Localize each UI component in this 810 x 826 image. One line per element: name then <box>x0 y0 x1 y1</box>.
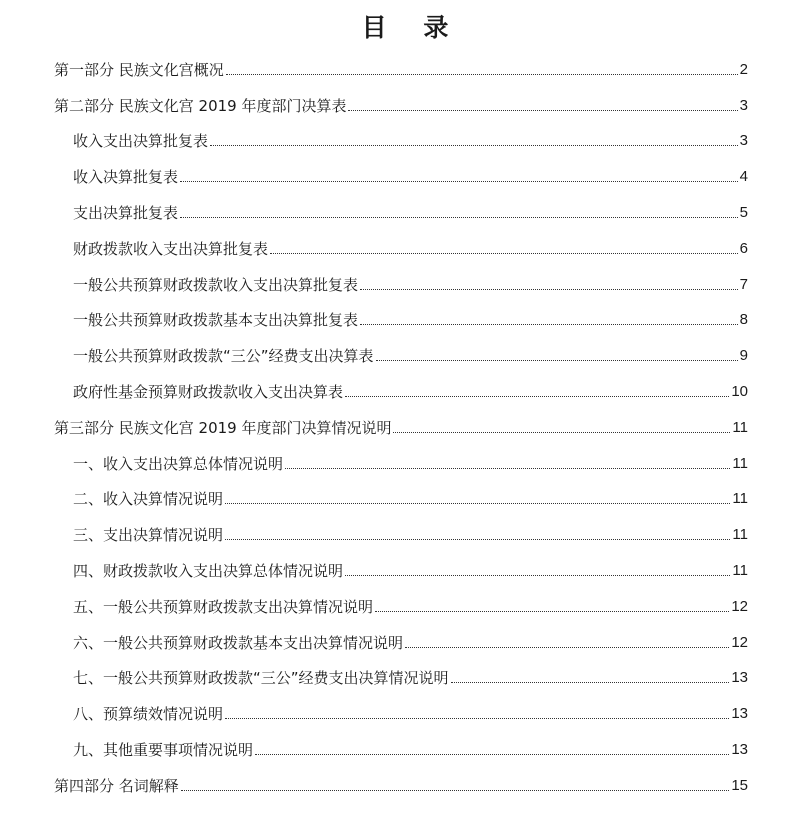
toc-leader-dots <box>180 217 738 218</box>
toc-leader-dots <box>180 181 738 182</box>
toc-entry[interactable] <box>54 151 748 187</box>
table-of-contents <box>54 44 748 796</box>
toc-entry[interactable] <box>54 581 748 617</box>
toc-page-number: 11 <box>732 454 748 472</box>
toc-leader-dots <box>226 74 738 75</box>
toc-page-number: 15 <box>731 776 748 794</box>
toc-entry-text: 八、预算绩效情况说明 <box>73 705 224 724</box>
toc-page-number: 13 <box>731 740 748 758</box>
toc-entry-text: 一般公共预算财政拨款“三公”经费支出决算表 <box>73 347 374 366</box>
toc-entry[interactable] <box>54 366 748 402</box>
toc-entry[interactable] <box>54 760 748 796</box>
toc-page-number: 6 <box>739 239 748 257</box>
toc-entry[interactable] <box>54 688 748 724</box>
toc-entry[interactable] <box>54 617 748 653</box>
toc-entry-text: 收入支出决算批复表 <box>73 132 209 151</box>
toc-entry[interactable] <box>54 295 748 331</box>
toc-entry-text: 九、其他重要事项情况说明 <box>73 740 254 759</box>
toc-entry-text: 七、一般公共预算财政拨款“三公”经费支出决算情况说明 <box>73 669 449 688</box>
toc-entry-text: 四、财政拨款收入支出决算总体情况说明 <box>73 561 344 580</box>
toc-entry-text: 第四部分 名词解释 <box>54 776 179 795</box>
toc-leader-dots <box>375 611 729 612</box>
toc-entry-text: 收入决算批复表 <box>73 168 179 187</box>
toc-leader-dots <box>285 468 730 469</box>
toc-entry[interactable] <box>54 474 748 510</box>
toc-entry-text: 政府性基金预算财政拨款收入支出决算表 <box>73 382 344 401</box>
toc-leader-dots <box>225 503 730 504</box>
toc-leader-dots <box>360 324 738 325</box>
toc-entry[interactable] <box>54 259 748 295</box>
toc-page-number: 11 <box>732 418 748 436</box>
toc-page-number: 5 <box>739 203 748 221</box>
toc-page-number: 2 <box>739 60 748 78</box>
toc-entry[interactable] <box>54 402 748 438</box>
toc-entry-text: 三、支出决算情况说明 <box>73 526 224 545</box>
toc-entry-text: 五、一般公共预算财政拨款支出决算情况说明 <box>73 597 374 616</box>
toc-title: 目 录 <box>361 13 463 42</box>
toc-page-number: 12 <box>731 633 748 651</box>
toc-leader-dots <box>393 432 730 433</box>
toc-leader-dots <box>345 575 730 576</box>
toc-entry-text: 二、收入决算情况说明 <box>73 490 224 509</box>
toc-entry-text: 一般公共预算财政拨款基本支出决算批复表 <box>73 311 359 330</box>
toc-leader-dots <box>255 754 729 755</box>
toc-leader-dots <box>270 253 738 254</box>
toc-entry-text: 六、一般公共预算财政拨款基本支出决算情况说明 <box>73 633 404 652</box>
toc-entry[interactable] <box>54 116 748 152</box>
toc-entry-text: 一、收入支出决算总体情况说明 <box>73 454 284 473</box>
toc-page-number: 3 <box>739 96 748 114</box>
toc-entry-text: 财政拨款收入支出决算批复表 <box>73 239 269 258</box>
toc-entry[interactable] <box>54 438 748 474</box>
toc-leader-dots <box>451 682 730 683</box>
toc-entry-text: 一般公共预算财政拨款收入支出决算批复表 <box>73 275 359 294</box>
toc-leader-dots <box>376 360 738 361</box>
toc-entry[interactable] <box>54 509 748 545</box>
toc-page-number: 3 <box>739 132 748 150</box>
toc-entry[interactable] <box>54 653 748 689</box>
toc-leader-dots <box>345 396 729 397</box>
toc-leader-dots <box>181 790 730 791</box>
toc-entry[interactable] <box>54 545 748 581</box>
toc-page-number: 11 <box>732 561 748 579</box>
toc-page-number: 10 <box>731 382 748 400</box>
toc-page-number: 4 <box>739 168 748 186</box>
toc-page-number: 9 <box>739 347 748 365</box>
toc-leader-dots <box>360 289 738 290</box>
toc-entry-text: 支出决算批复表 <box>73 203 179 222</box>
toc-leader-dots <box>225 718 729 719</box>
toc-leader-dots <box>225 539 730 540</box>
toc-entry[interactable] <box>54 223 748 259</box>
toc-entry[interactable] <box>54 330 748 366</box>
toc-leader-dots <box>348 110 737 111</box>
toc-page-number: 7 <box>739 275 748 293</box>
toc-entry[interactable] <box>54 187 748 223</box>
toc-leader-dots <box>405 647 729 648</box>
toc-page-number: 11 <box>732 490 748 508</box>
toc-entry[interactable] <box>54 724 748 760</box>
toc-entry[interactable] <box>54 80 748 116</box>
toc-page-number: 8 <box>739 311 748 329</box>
toc-entry-text: 第二部分 民族文化宫 2019 年度部门决算表 <box>54 96 347 115</box>
toc-entry-text: 第一部分 民族文化宫概况 <box>54 60 224 79</box>
toc-page-number: 12 <box>731 597 748 615</box>
toc-entry-text: 第三部分 民族文化宫 2019 年度部门决算情况说明 <box>54 418 392 437</box>
toc-page-number: 11 <box>732 526 748 544</box>
toc-page-number: 13 <box>731 669 748 687</box>
toc-entry[interactable] <box>54 44 748 80</box>
toc-leader-dots <box>210 145 738 146</box>
toc-page-number: 13 <box>731 705 748 723</box>
